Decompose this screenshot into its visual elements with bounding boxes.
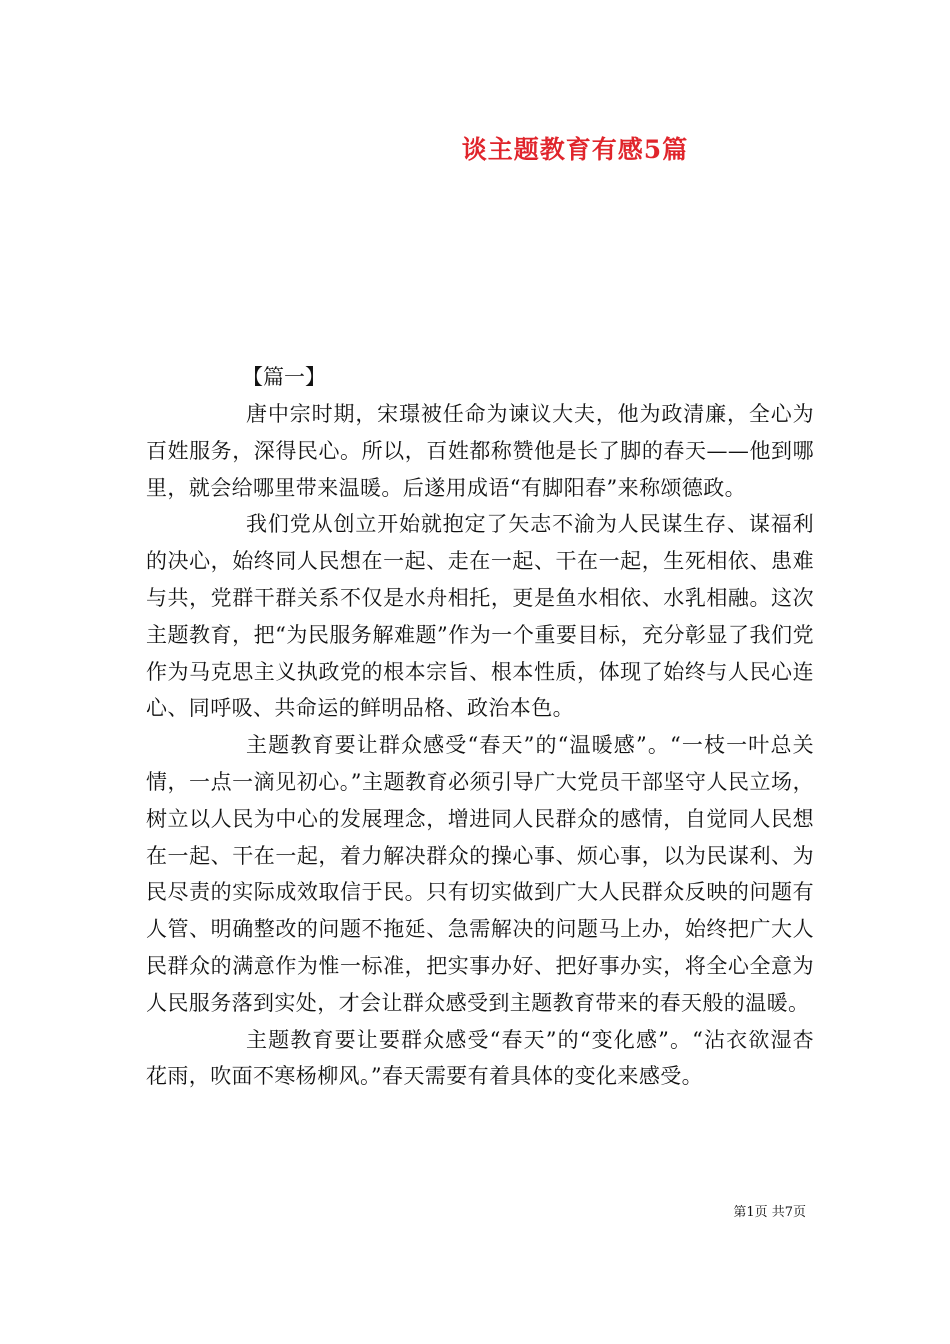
section-heading: 【篇一】 [242, 365, 326, 389]
paragraph-1: 唐中宗时期，宋璟被任命为谏议大夫，他为政清廉，全心为百姓服务，深得民心。所以，百姓都称赞他是长了脚的春天——他到哪里，就会给哪里带来温暖。后遂用成语“有脚阳春”来称颂德政。 [146, 402, 814, 500]
paragraph-4: 主题教育要让要群众感受“春天”的“变化感”。“沾衣欲湿杏花雨，吹面不寒杨柳风。”春天需要有着具体的变化来感受。 [146, 1027, 814, 1089]
paragraph-2: 我们党从创立开始就抱定了矢志不渝为人民谋生存、谋福利的决心，始终同人民想在一起、走在一起、干在一起，生死相依、患难与共，党群干群关系不仅是水舟相托，更是鱼水相依、水乳相融。这次主题教育，把“为民服务解难题”作为一个重要目标，充分彰显了我们党作为马克思主义执政党的根本宗旨、根本性质，体现了始终与人民心连心、同呼吸、共命运的鲜明品格、政治本色。 [146, 512, 814, 721]
page-number-footer: 第1页 共7页 [733, 1205, 806, 1220]
paragraph-3: 主题教育要让群众感受“春天”的“温暖感”。“一枝一叶总关情，一点一滴见初心。”主题教育必须引导广大党员干部坚守人民立场，树立以人民为中心的发展理念，增进同人民群众的感情，自觉同人民想在一起、干在一起，着力解决群众的操心事、烦心事，以为民谋利、为民尽责的实际成效取信于民。只有切实做到广大人民群众反映的问题有人管、明确整改的问题不拖延、急需解决的问题马上办，始终把广大人民群众的满意作为惟一标准，把实事办好、把好事办实，将全心全意为人民服务落到实处，才会让群众感受到主题教育带来的春天般的温暖。 [146, 733, 814, 1015]
document-title: 谈主题教育有感5篇 [461, 135, 689, 164]
body-text [146, 396, 814, 1095]
